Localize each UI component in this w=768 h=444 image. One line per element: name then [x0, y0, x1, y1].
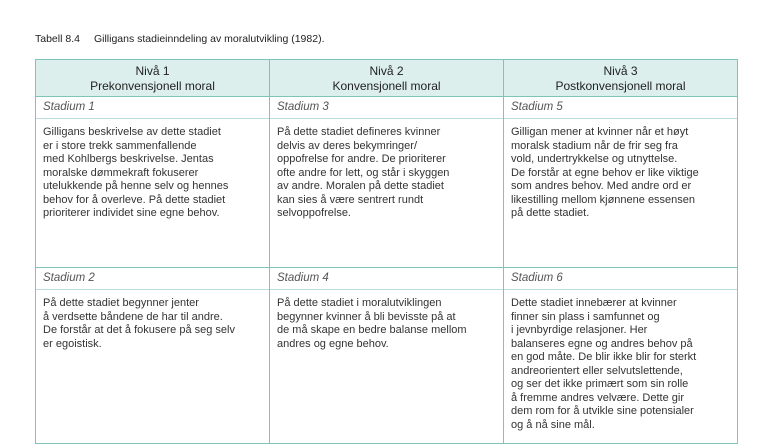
description-line: moralsk stadium når de frir seg fra: [511, 139, 678, 152]
description-line: er egoistisk.: [43, 337, 102, 350]
description-line: å verdsette båndene de har til andre.: [43, 310, 223, 323]
column-level: Nivå 3: [603, 64, 638, 78]
description-line: med Kohlbergs beskrivelse. Jentas: [43, 153, 214, 165]
table-cell: [270, 97, 504, 268]
moral-development-table: [35, 59, 738, 444]
description-line: av andre. Moralen på dette stadiet: [277, 180, 444, 192]
description-line: balanseres egne og andres behov på: [511, 337, 693, 350]
table-number: Tabell 8.4: [35, 33, 80, 45]
table-cell: [36, 268, 270, 444]
stage-description: [270, 119, 503, 226]
description-line: en god måte. De blir ikke blir for sterkt: [511, 351, 697, 363]
table-row: [36, 268, 738, 444]
table-caption: [35, 33, 325, 45]
description-line: å fremme andres velvære. Dette gir: [511, 391, 685, 404]
description-line: kan sies å være sentrert rundt: [277, 193, 424, 206]
description-line: På dette stadiet begynner jenter: [43, 297, 199, 309]
stage-label: Stadium 2: [36, 268, 269, 290]
table-row: [36, 97, 738, 268]
stage-label: Stadium 3: [270, 97, 503, 119]
description-line: ofte andre for lett, og står i skyggen: [277, 166, 450, 179]
stage-label: Stadium 6: [504, 268, 737, 290]
column-level: Nivå 2: [369, 64, 404, 78]
column-header-level-1: [36, 60, 270, 97]
description-line: finner sin plass i samfunnet og: [511, 310, 660, 323]
column-header-level-2: [270, 60, 504, 97]
stage-description: [36, 290, 269, 356]
description-line: behov for å overleve. På dette stadiet: [43, 193, 226, 206]
description-line: moralske dømmekraft fokuserer: [43, 166, 199, 179]
description-line: Gilligans beskrivelse av dette stadiet: [43, 126, 221, 138]
description-line: likestilling mellom kjønnene essensen: [511, 193, 696, 206]
description-line: Dette stadiet innebærer at kvinner: [511, 297, 677, 309]
description-line: i jevnbyrdige relasjoner. Her: [511, 324, 648, 336]
column-level: Nivå 1: [135, 64, 170, 78]
table-cell: [270, 268, 504, 444]
table-cell: [504, 268, 738, 444]
stage-description: [504, 119, 737, 226]
description-line: De forstår at egne behov er like viktige: [511, 166, 699, 179]
description-line: På dette stadiet i moralutviklingen: [277, 297, 442, 309]
column-name: Postkonvensjonell moral: [555, 79, 686, 93]
table-cell: [504, 97, 738, 268]
description-line: De forstår at det å fokusere på seg selv: [43, 324, 235, 336]
table-cell: [36, 97, 270, 268]
table-header-row: [36, 60, 738, 97]
stage-description: [504, 290, 737, 437]
description-line: på dette stadiet.: [511, 207, 590, 219]
description-line: begynner kvinner å bli bevisste på at: [277, 310, 456, 323]
description-line: og å nå sine mål.: [511, 418, 595, 431]
description-line: prioriterer individet sine egne behov.: [43, 207, 220, 219]
description-line: er i store trekk sammenfallende: [43, 139, 197, 152]
stage-label: Stadium 5: [504, 97, 737, 119]
stage-description: [36, 119, 269, 226]
column-name: Prekonvensjonell moral: [90, 79, 215, 93]
column-header-level-3: [504, 60, 738, 97]
description-line: de må skape en bedre balanse mellom: [277, 324, 467, 336]
description-line: utelukkende på henne selv og hennes: [43, 180, 229, 192]
stage-label: Stadium 4: [270, 268, 503, 290]
stage-description: [270, 290, 503, 356]
column-name: Konvensjonell moral: [332, 79, 441, 93]
description-line: oppofrelse for andre. De prioriterer: [277, 153, 446, 165]
description-line: andres og egne behov.: [277, 337, 389, 350]
description-line: Gilligan mener at kvinner når et høyt: [511, 126, 689, 138]
description-line: som andres behov. Med andre ord er: [511, 180, 692, 192]
table-title: Gilligans stadieinndeling av moralutvikling (1982).: [93, 33, 325, 45]
description-line: vold, undertrykkelse og utnyttelse.: [511, 153, 678, 165]
description-line: dem rom for å utvikle sine potensialer: [511, 405, 694, 417]
description-line: og ser det ikke primært som sin rolle: [511, 378, 689, 390]
description-line: På dette stadiet defineres kvinner: [277, 126, 441, 138]
stage-label: Stadium 1: [36, 97, 269, 119]
description-line: selvoppofrelse.: [277, 207, 351, 219]
description-line: delvis av deres bekymringer/: [277, 139, 418, 152]
description-line: andreorientert eller selvutslettende,: [511, 364, 683, 377]
